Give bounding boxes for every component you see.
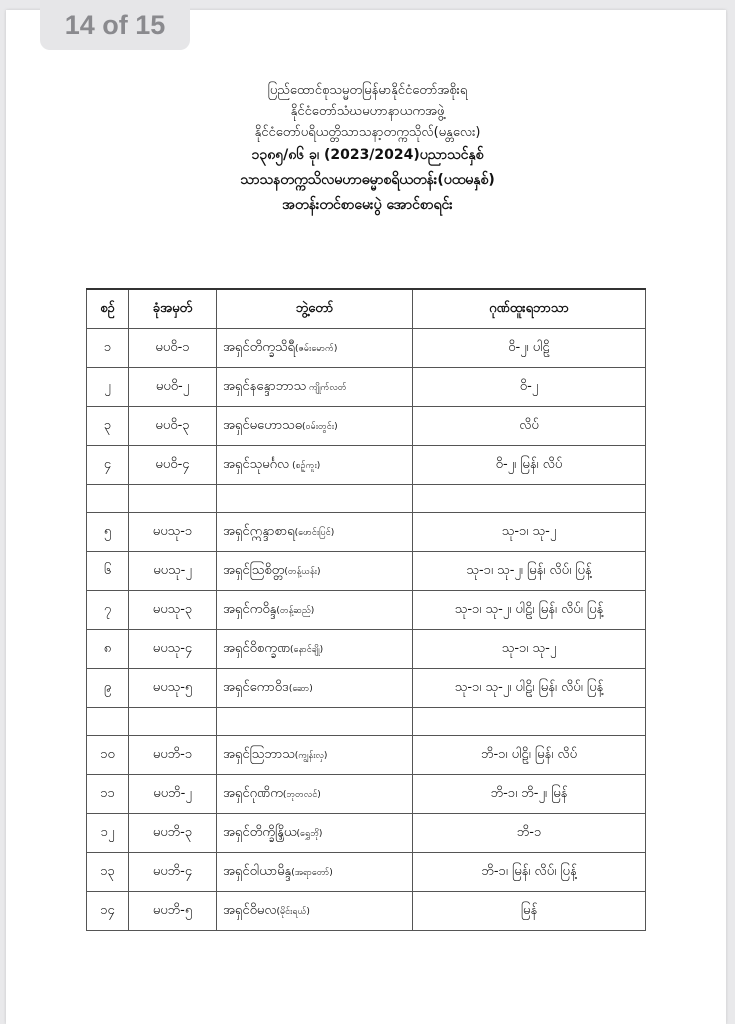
- row-no: ၈: [87, 630, 129, 669]
- row-no: ၁၄: [87, 892, 129, 931]
- row-name-text: အရှင်ကောဝိဒ: [223, 679, 289, 695]
- row-name: [217, 513, 413, 552]
- table-row: [87, 853, 646, 892]
- row-name: [217, 407, 413, 446]
- row-name: [217, 853, 413, 892]
- row-honors: သု-၁၊ သု-၂၊ ပါဠိ၊ မြန်၊ လိပ်၊ ပြန့်: [413, 591, 646, 630]
- row-name-note: (တန့်ယန်း): [284, 566, 321, 577]
- row-name-note: (စဥ့်ကူး): [289, 460, 321, 471]
- row-seat: မပသု-၃: [129, 591, 217, 630]
- row-name-note: (တန့်ဆည်): [276, 605, 315, 616]
- row-name: [217, 736, 413, 775]
- row-name-text: အရှင်တိက္ခသိရီ: [223, 339, 296, 355]
- row-honors: ဘိ-၁: [413, 814, 646, 853]
- row-no: ၄: [87, 446, 129, 485]
- row-honors: မြန်: [413, 892, 646, 931]
- table-row: [87, 591, 646, 630]
- row-name-text: အရှင်ဝိမလ: [223, 902, 277, 918]
- row-name: [217, 814, 413, 853]
- row-name-text: အရှင်ကဝိန္ဒ: [223, 601, 277, 617]
- row-name-note: (ဝမ်းတွင်း): [302, 421, 338, 432]
- table-row: [87, 630, 646, 669]
- table-row: [87, 368, 646, 407]
- table-header-row: [87, 289, 646, 329]
- row-name: [217, 591, 413, 630]
- results-table: [86, 288, 646, 931]
- page-indicator: 14 of 15: [40, 0, 190, 50]
- row-name-text: အရှင်ဂုဏိက: [223, 785, 283, 801]
- row-name-text: အရှင်မဟောသဓ: [223, 417, 303, 433]
- row-seat: မပဝိ-၄: [129, 446, 217, 485]
- row-name-text: အရှင်တိက္ခိန္ဒြိယ: [223, 824, 297, 840]
- row-seat: မပဝိ-၁: [129, 329, 217, 368]
- row-honors: ဝိ-၂၊ ပါဠိ: [413, 329, 646, 368]
- row-seat: မပသု-၄: [129, 630, 217, 669]
- row-seat: မပသု-၅: [129, 669, 217, 708]
- table-spacer-row: [87, 485, 646, 513]
- header-honors: ဂုဏ်ထူးရဘာသာ: [413, 289, 646, 329]
- table-row: [87, 669, 646, 708]
- row-honors: ဘိ-၁၊ ပါဠိ၊ မြန်၊ လိပ်: [413, 736, 646, 775]
- row-honors: သု-၁၊ သု-၂၊ မြန်၊ လိပ်၊ ပြန့်: [413, 552, 646, 591]
- header-result-title: အတန်းတင်စာမေးပွဲ အောင်စာရင်း: [282, 197, 453, 213]
- row-name-note: (နောင်ချို): [290, 644, 324, 655]
- row-name-note: (မိုင်းရယ်): [276, 906, 310, 917]
- row-seat: မပသု-၂: [129, 552, 217, 591]
- table-row: [87, 814, 646, 853]
- row-honors: ဝိ-၂၊ မြန်၊ လိပ်: [413, 446, 646, 485]
- row-name: [217, 775, 413, 814]
- row-name-note: (ဘုတလင်): [282, 789, 321, 800]
- header-no: စဉ်: [87, 289, 129, 329]
- row-no: ၇: [87, 591, 129, 630]
- table-row: [87, 736, 646, 775]
- table-row: [87, 407, 646, 446]
- row-no: ၂: [87, 368, 129, 407]
- row-no: ၁၂: [87, 814, 129, 853]
- row-name-text: အရှင်သုမင်္ဂလ: [223, 456, 290, 472]
- row-seat: မပဘိ-၄: [129, 853, 217, 892]
- table-spacer-row: [87, 708, 646, 736]
- row-name: [217, 446, 413, 485]
- row-no: ၃: [87, 407, 129, 446]
- row-name-note: (ရွှေဘို): [296, 828, 323, 839]
- row-name: [217, 368, 413, 407]
- row-no: ၆: [87, 552, 129, 591]
- row-seat: မပဝိ-၃: [129, 407, 217, 446]
- row-name-text: အရှင်ဝါယာမိန္ဒ: [223, 863, 292, 879]
- header-university: နိုင်ငံတော်ပရိယတ္တိသာသနာ့တက္ကသိုလ်(မန္တလေး): [254, 125, 481, 140]
- table-row: [87, 892, 646, 931]
- table-row: [87, 446, 646, 485]
- header-course: သာသနတက္ကသိလမဟာဓမ္မာစရိယတန်း(ပထမနှစ်): [240, 172, 495, 188]
- row-no: ၁၃: [87, 853, 129, 892]
- table-row: [87, 513, 646, 552]
- header-seat: ခုံအမှတ်: [129, 289, 217, 329]
- row-name-text: အရှင်ဣန္ဒာစာရ: [223, 523, 295, 539]
- row-name-text: အရှင်ဩဘာသ: [223, 746, 295, 762]
- row-name-text: အရှင်ဩစိတ္တ: [223, 562, 285, 578]
- row-name-text: အရှင်နန္ဒောဘာသ: [223, 378, 307, 394]
- row-seat: မပဝိ-၂: [129, 368, 217, 407]
- row-no: ၅: [87, 513, 129, 552]
- header-name: ဘွဲ့တော်: [217, 289, 413, 329]
- row-name: [217, 892, 413, 931]
- row-honors: ဘိ-၁၊ မြန်၊ လိပ်၊ ပြန့်: [413, 853, 646, 892]
- row-honors: ဘိ-၁၊ ဘိ-၂၊ မြန်: [413, 775, 646, 814]
- row-name-note: (ဖောင်းပြင်): [294, 527, 335, 538]
- row-honors: သု-၁၊ သု-၂: [413, 513, 646, 552]
- row-seat: မပဘိ-၂: [129, 775, 217, 814]
- table-row: [87, 329, 646, 368]
- row-honors: ဝိ-၂: [413, 368, 646, 407]
- row-honors: လိပ်: [413, 407, 646, 446]
- row-name: [217, 329, 413, 368]
- header-sangha-council: နိုင်ငံတော်သံဃမဟာနာယကအဖွဲ့: [290, 104, 445, 119]
- row-no: ၁: [87, 329, 129, 368]
- row-honors: သု-၁၊ သု-၂: [413, 630, 646, 669]
- row-seat: မပဘိ-၅: [129, 892, 217, 931]
- table-row: [87, 775, 646, 814]
- row-name-note: (ဆော): [288, 683, 313, 694]
- row-name-note: (ကျွန်းလှ): [294, 750, 328, 761]
- row-name: [217, 630, 413, 669]
- header-government: ပြည်ထောင်စုသမ္မတမြန်မာနိုင်ငံတော်အစိုးရ: [267, 83, 468, 98]
- row-honors: သု-၁၊ သု-၂၊ ပါဠိ၊ မြန်၊ လိပ်၊ ပြန့်: [413, 669, 646, 708]
- row-no: ၁၀: [87, 736, 129, 775]
- row-seat: မပဘိ-၃: [129, 814, 217, 853]
- row-name: [217, 552, 413, 591]
- row-seat: မပသု-၁: [129, 513, 217, 552]
- table-row: [87, 552, 646, 591]
- row-name-note: ကျိုက်လတ်: [306, 382, 347, 393]
- row-name-note: (ဇမ်းမောက်): [295, 343, 338, 354]
- row-name-text: အရှင်ဝိစက္ခဏ: [223, 640, 291, 656]
- header-academic-year: ၁၃၈၅/၈၆ ခု၊ (2023/2024)ပညာသင်နှစ်: [251, 147, 484, 163]
- row-no: ၁၁: [87, 775, 129, 814]
- row-seat: မပဘိ-၁: [129, 736, 217, 775]
- row-name-note: (အရာတော်): [291, 867, 333, 878]
- document-header: [0, 80, 735, 218]
- row-no: ၉: [87, 669, 129, 708]
- row-name: [217, 669, 413, 708]
